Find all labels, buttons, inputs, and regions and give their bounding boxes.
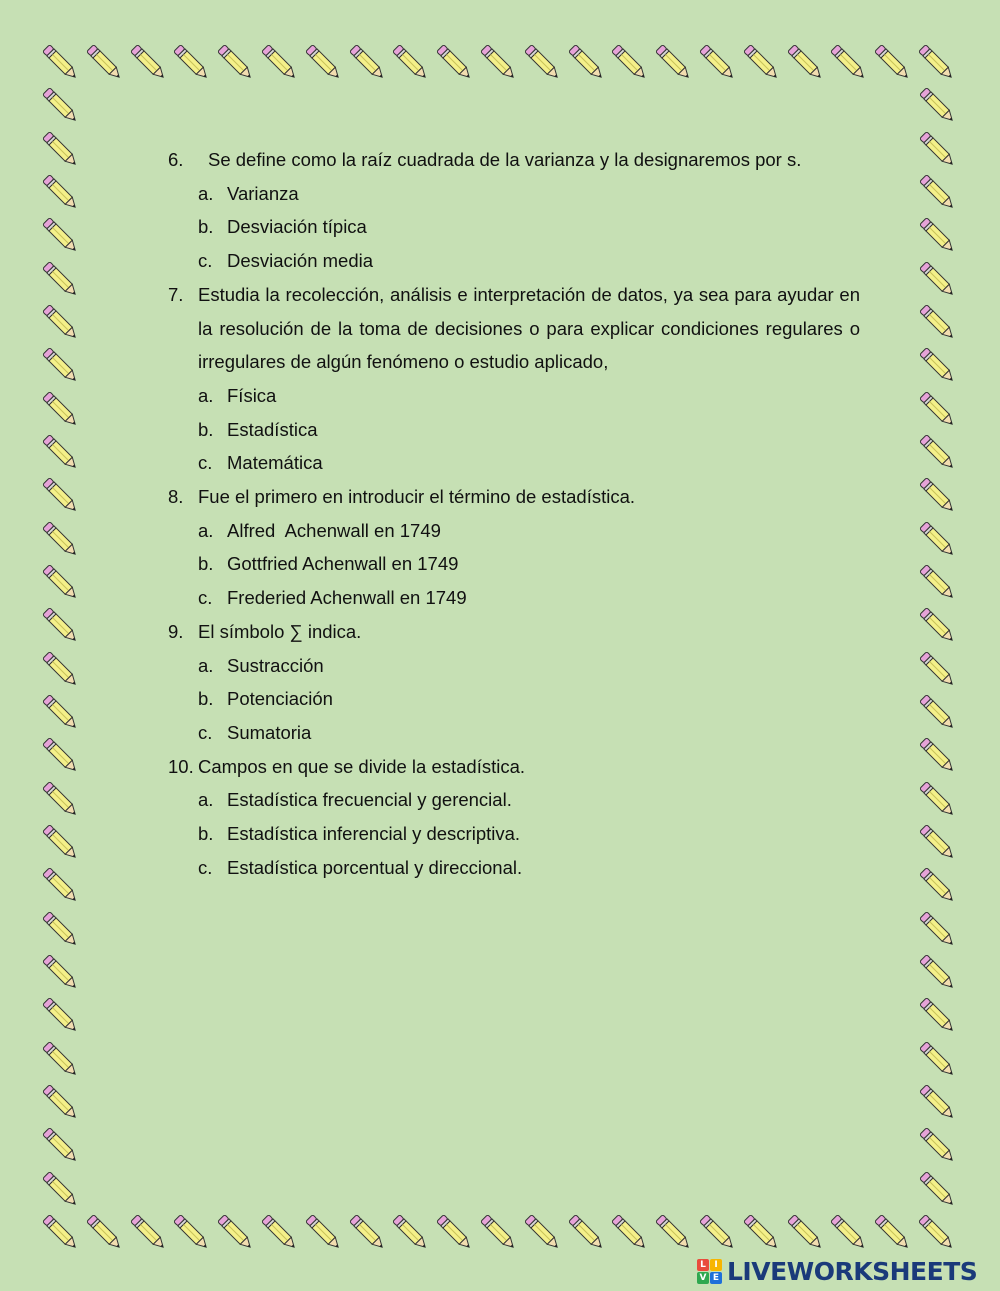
- pencil-icon: [607, 1210, 653, 1256]
- pencil-icon: [915, 603, 961, 649]
- option-text: Sustracción: [227, 654, 324, 676]
- pencil-icon: [38, 83, 84, 129]
- option-6a[interactable]: [168, 177, 860, 211]
- logo-mark-letter: V: [697, 1272, 709, 1284]
- pencil-icon: [564, 1210, 610, 1256]
- pencil-icon: [739, 40, 785, 86]
- pencil-icon: [38, 170, 84, 216]
- pencil-icon: [915, 83, 961, 129]
- option-letter: c.: [198, 856, 213, 878]
- question-number: 6.: [168, 149, 184, 170]
- option-7a[interactable]: [168, 379, 860, 413]
- pencil-icon: [520, 40, 566, 86]
- pencil-icon: [783, 40, 829, 86]
- pencil-icon: [38, 517, 84, 563]
- pencil-icon: [476, 1210, 522, 1256]
- pencil-icon: [82, 1210, 128, 1256]
- pencil-icon: [38, 733, 84, 779]
- pencil-icon: [915, 950, 961, 996]
- question-text: Campos en que se divide la estadística.: [198, 755, 526, 777]
- pencil-icon: [915, 1037, 961, 1083]
- pencil-icon: [82, 40, 128, 86]
- logo-text: LIVEWORKSHEETS: [727, 1256, 978, 1286]
- pencil-icon: [432, 1210, 478, 1256]
- pencil-icon: [915, 1123, 961, 1169]
- pencil-icon: [915, 257, 961, 303]
- question-number: 9.: [168, 620, 184, 642]
- pencil-icon: [345, 40, 391, 86]
- pencil-icon: [915, 863, 961, 909]
- pencil-icon: [213, 1210, 259, 1256]
- option-7b[interactable]: [168, 413, 860, 447]
- question-number: 7.: [168, 283, 184, 305]
- question-10: [168, 750, 860, 784]
- question-number: 8.: [168, 486, 184, 508]
- option-text: Alfred Achenwall en 1749: [227, 519, 441, 541]
- option-letter: b.: [198, 216, 214, 238]
- option-letter: c.: [198, 721, 213, 743]
- option-text: Potenciación: [227, 688, 333, 710]
- pencil-icon: [38, 820, 84, 866]
- pencil-icon: [915, 1080, 961, 1126]
- pencil-icon: [695, 1210, 741, 1256]
- option-9a[interactable]: [168, 649, 860, 683]
- question-text: Estudia la recolección, análisis e interpretación de datos, ya sea para ayudar en la resolución de la toma de decisiones o para explicar condiciones regulares o irregulares de algún fenómeno o estudio aplicado,: [198, 283, 860, 373]
- option-6c[interactable]: [168, 244, 860, 278]
- option-9c[interactable]: [168, 716, 860, 750]
- pencil-icon: [301, 40, 347, 86]
- option-8c[interactable]: [168, 581, 860, 615]
- pencil-icon: [38, 430, 84, 476]
- pencil-icon: [651, 40, 697, 86]
- pencil-icon: [38, 1123, 84, 1169]
- option-letter: a.: [198, 654, 214, 676]
- option-text: Gottfried Achenwall en 1749: [227, 553, 459, 575]
- pencil-icon: [739, 1210, 785, 1256]
- question-text: El símbolo ∑ indica.: [198, 620, 362, 642]
- question-number: 10.: [168, 755, 194, 777]
- pencil-icon: [915, 733, 961, 779]
- option-letter: b.: [198, 823, 214, 845]
- option-letter: a.: [198, 182, 214, 204]
- pencil-icon: [38, 1167, 84, 1213]
- option-10b[interactable]: [168, 817, 860, 851]
- option-text: Matemática: [227, 452, 323, 474]
- pencil-icon: [38, 690, 84, 736]
- pencil-icon: [38, 777, 84, 823]
- pencil-icon: [38, 907, 84, 953]
- pencil-icon: [38, 1080, 84, 1126]
- option-text: Estadística frecuencial y gerencial.: [227, 789, 512, 811]
- question-text: Fue el primero en introducir el término de estadística.: [198, 486, 636, 508]
- pencil-icon: [38, 213, 84, 259]
- pencil-icon: [38, 560, 84, 606]
- pencil-icon: [607, 40, 653, 86]
- option-letter: a.: [198, 384, 214, 406]
- question-8: [168, 480, 860, 514]
- option-text: Desviación media: [227, 250, 374, 272]
- pencil-icon: [388, 40, 434, 86]
- pencil-icon: [826, 40, 872, 86]
- option-text: Sumatoria: [227, 721, 312, 743]
- pencil-icon: [213, 40, 259, 86]
- pencil-icon: [38, 603, 84, 649]
- pencil-icon: [915, 473, 961, 519]
- pencil-icon: [915, 777, 961, 823]
- logo-mark-letter: L: [697, 1259, 709, 1271]
- pencil-icon: [38, 647, 84, 693]
- pencil-icon: [783, 1210, 829, 1256]
- pencil-icon: [38, 127, 84, 173]
- option-10c[interactable]: [168, 851, 860, 885]
- pencil-icon: [38, 1037, 84, 1083]
- pencil-icon: [915, 127, 961, 173]
- option-letter: a.: [198, 519, 214, 541]
- pencil-icon: [914, 40, 960, 86]
- question-9: [168, 615, 860, 649]
- pencil-icon: [651, 1210, 697, 1256]
- pencil-icon: [169, 1210, 215, 1256]
- pencil-icon: [915, 907, 961, 953]
- pencil-icon: [476, 40, 522, 86]
- pencil-icon: [915, 560, 961, 606]
- question-7: [168, 278, 860, 379]
- pencil-icon: [915, 300, 961, 346]
- pencil-icon: [915, 1167, 961, 1213]
- pencil-icon: [257, 1210, 303, 1256]
- pencil-icon: [826, 1210, 872, 1256]
- pencil-icon: [915, 517, 961, 563]
- pencil-icon: [38, 473, 84, 519]
- option-8b[interactable]: [168, 547, 860, 581]
- option-text: Estadística: [227, 418, 318, 440]
- pencil-icon: [38, 40, 84, 86]
- option-letter: b.: [198, 553, 214, 575]
- pencil-icon: [38, 387, 84, 433]
- pencil-icon: [38, 993, 84, 1039]
- pencil-icon: [38, 1210, 84, 1256]
- pencil-icon: [345, 1210, 391, 1256]
- option-letter: b.: [198, 418, 214, 440]
- pencil-icon: [126, 40, 172, 86]
- option-text: Estadística porcentual y direccional.: [227, 856, 523, 878]
- liveworksheets-logo[interactable]: [697, 1256, 977, 1286]
- option-text: Desviación típica: [227, 216, 367, 238]
- pencil-icon: [38, 863, 84, 909]
- pencil-icon: [915, 343, 961, 389]
- option-8a[interactable]: [168, 514, 860, 548]
- pencil-icon: [695, 40, 741, 86]
- pencil-icon: [870, 1210, 916, 1256]
- pencil-icon: [388, 1210, 434, 1256]
- option-6b[interactable]: [168, 210, 860, 244]
- pencil-icon: [915, 690, 961, 736]
- pencil-icon: [915, 387, 961, 433]
- logo-mark-letter: I: [710, 1259, 722, 1271]
- option-9b[interactable]: [168, 682, 860, 716]
- logo-mark-letter: E: [710, 1272, 722, 1284]
- option-text: Estadística inferencial y descriptiva.: [227, 823, 521, 845]
- pencil-icon: [126, 1210, 172, 1256]
- pencil-icon: [38, 257, 84, 303]
- pencil-icon: [38, 343, 84, 389]
- pencil-icon: [257, 40, 303, 86]
- option-text: Varianza: [227, 182, 299, 204]
- pencil-icon: [870, 40, 916, 86]
- pencil-icon: [564, 40, 610, 86]
- option-7c[interactable]: [168, 446, 860, 480]
- question-list: [168, 143, 860, 884]
- option-letter: c.: [198, 250, 213, 272]
- pencil-icon: [915, 647, 961, 693]
- pencil-icon: [520, 1210, 566, 1256]
- option-text: Física: [227, 384, 277, 406]
- pencil-icon: [915, 170, 961, 216]
- option-letter: c.: [198, 452, 213, 474]
- option-text: Frederied Achenwall en 1749: [227, 587, 467, 609]
- pencil-icon: [38, 300, 84, 346]
- option-letter: a.: [198, 789, 214, 811]
- option-letter: b.: [198, 688, 214, 710]
- question-text: Se define como la raíz cuadrada de la varianza y la designaremos por s.: [208, 149, 802, 170]
- pencil-icon: [915, 820, 961, 866]
- pencil-icon: [38, 950, 84, 996]
- pencil-icon: [915, 213, 961, 259]
- pencil-icon: [915, 430, 961, 476]
- pencil-icon: [432, 40, 478, 86]
- pencil-icon: [915, 993, 961, 1039]
- pencil-icon: [914, 1210, 960, 1256]
- option-10a[interactable]: [168, 783, 860, 817]
- pencil-icon: [169, 40, 215, 86]
- logo-mark-icon: [697, 1259, 722, 1284]
- question-6: [168, 143, 860, 177]
- pencil-icon: [301, 1210, 347, 1256]
- option-letter: c.: [198, 587, 213, 609]
